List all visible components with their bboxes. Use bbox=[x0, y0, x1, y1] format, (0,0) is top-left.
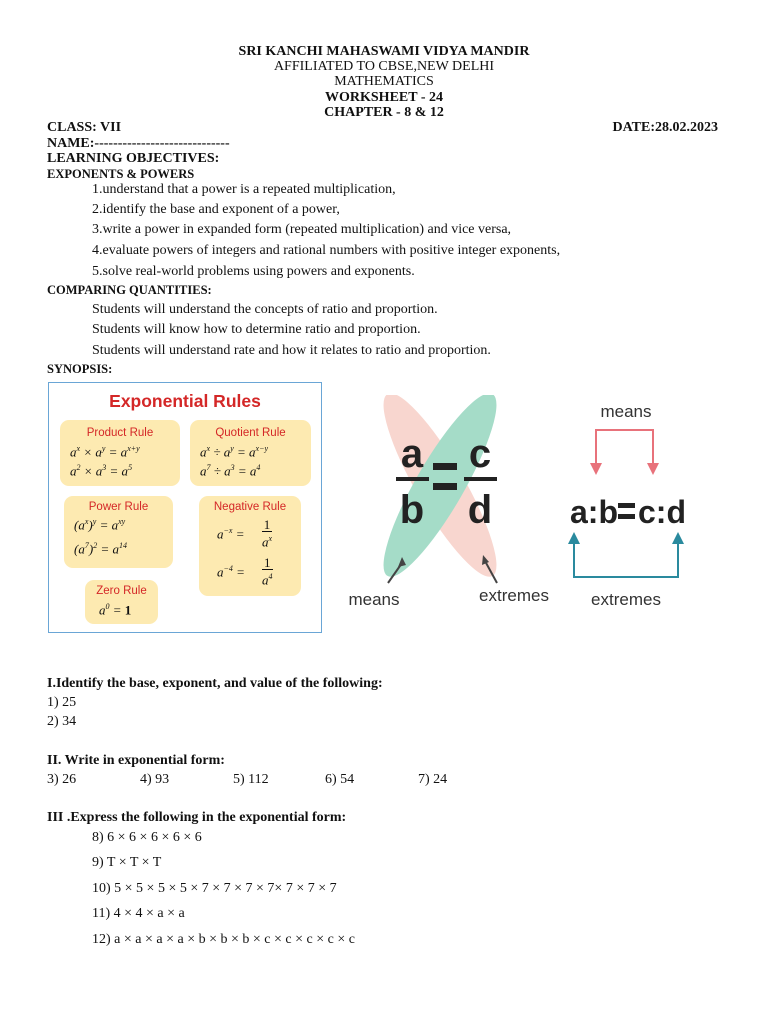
negative-rule-formula-1: $a^{-x}$ = bbox=[217, 526, 245, 542]
ratio-equals-bottom bbox=[618, 514, 635, 519]
extremes-bottom-label: extremes bbox=[591, 590, 661, 609]
question-1-heading: I.Identify the base, exponent, and value of the following: bbox=[47, 676, 383, 691]
objective-item: Students will know how to determine ratio and proportion. bbox=[92, 322, 421, 337]
means-arrow-right bbox=[647, 463, 659, 475]
comparing-quantities-heading: COMPARING QUANTITIES: bbox=[47, 283, 212, 297]
ratio-diagram bbox=[560, 395, 695, 615]
product-rule-formula-1: $a^x \times a^y = a^{x+y}$ bbox=[70, 444, 140, 460]
means-label: means bbox=[348, 590, 400, 609]
question-item: 2) 34 bbox=[47, 714, 77, 729]
power-rule-title: Power Rule bbox=[88, 501, 149, 513]
question-item: 5) 112 bbox=[233, 772, 269, 787]
question-item: 4) 93 bbox=[140, 772, 170, 787]
objective-item: 2.identify the base and exponent of a power, bbox=[92, 202, 340, 217]
school-name: SRI KANCHI MAHASWAMI VIDYA MANDIR bbox=[238, 44, 530, 59]
means-bracket bbox=[596, 430, 653, 465]
objective-item: 1.understand that a power is a repeated multiplication, bbox=[92, 182, 396, 197]
date-label: DATE:28.02.2023 bbox=[612, 120, 718, 135]
negative-rule-title: Negative Rule bbox=[213, 501, 287, 513]
quotient-rule-formula-2: $a^7 \div a^3 = a^4$ bbox=[200, 463, 261, 479]
question-item: 10) 5 × 5 × 5 × 5 × 7 × 7 × 7 × 7× 7 × 7 × 7 bbox=[92, 881, 337, 896]
letter-c: c bbox=[468, 432, 492, 476]
zero-rule-box bbox=[85, 580, 158, 624]
fraction-bar-left bbox=[396, 477, 429, 481]
question-2-heading: II. Write in exponential form: bbox=[47, 753, 225, 768]
means-top-label: means bbox=[600, 402, 652, 421]
extremes-arrow-right bbox=[672, 532, 684, 544]
equals-top bbox=[433, 463, 457, 470]
quotient-rule-title: Quotient Rule bbox=[215, 427, 286, 439]
exponents-heading: EXPONENTS & POWERS bbox=[47, 167, 195, 181]
synopsis-heading: SYNOPSIS: bbox=[47, 362, 113, 376]
quotient-rule-formula-1: $a^x \div a^y = a^{x-y}$ bbox=[200, 444, 269, 460]
objective-item: 3.write a power in expanded form (repeated multiplication) and vice versa, bbox=[92, 222, 512, 237]
power-rule-formula-1: $(a^x)^y = a^{xy}$ bbox=[74, 517, 126, 533]
zero-rule-formula: $a^0 = 1$ bbox=[99, 602, 132, 618]
negative-rule-formula-2: $a^{-4}$ = bbox=[217, 564, 245, 580]
question-item: 9) T × T × T bbox=[92, 855, 162, 870]
ratio-equals-top bbox=[618, 503, 635, 508]
subject: MATHEMATICS bbox=[334, 74, 434, 89]
extremes-bracket bbox=[574, 542, 678, 577]
product-rule-formula-2: $a^2 \times a^3 = a^5$ bbox=[70, 463, 133, 479]
letter-b: b bbox=[399, 488, 425, 532]
worksheet-number: WORKSHEET - 24 bbox=[325, 90, 443, 105]
extremes-arrow-left bbox=[568, 532, 580, 544]
negative-rule-fraction-2: 1 $a^4$ bbox=[262, 555, 273, 588]
question-item: 6) 54 bbox=[325, 772, 355, 787]
negative-rule-box bbox=[199, 496, 301, 596]
means-arrow-left bbox=[590, 463, 602, 475]
letter-d: d bbox=[467, 488, 493, 532]
rules-title: Exponential Rules bbox=[109, 391, 261, 411]
class-label: CLASS: VII bbox=[47, 120, 122, 135]
negative-rule-fraction-1: 1 $a^x$ bbox=[262, 517, 273, 550]
question-3-heading: III .Express the following in the exponential form: bbox=[47, 810, 347, 825]
letter-a: a bbox=[400, 432, 424, 476]
affiliation: AFFILIATED TO CBSE,NEW DELHI bbox=[273, 59, 495, 74]
zero-rule-title: Zero Rule bbox=[96, 585, 147, 597]
question-item: 12) a × a × a × a × b × b × b × c × c × c × c × c bbox=[92, 932, 355, 947]
name-field: NAME:----------------------------- bbox=[47, 136, 230, 151]
product-rule-box bbox=[60, 420, 180, 486]
question-item: 7) 24 bbox=[418, 772, 448, 787]
objective-item: 4.evaluate powers of integers and rational numbers with positive integer exponents, bbox=[92, 243, 561, 258]
proportion-diagram bbox=[340, 395, 555, 615]
chapter: CHAPTER - 8 & 12 bbox=[324, 105, 444, 120]
fraction-bar-right bbox=[464, 477, 497, 481]
product-rule-title: Product Rule bbox=[86, 427, 154, 439]
power-rule-formula-2: $(a^7)^2 = a^{14}$ bbox=[74, 541, 127, 557]
ratio-right: c:d bbox=[638, 494, 686, 530]
objective-item: Students will understand rate and how it relates to ratio and proportion. bbox=[92, 343, 491, 358]
objective-item: Students will understand the concepts of ratio and proportion. bbox=[92, 302, 438, 317]
question-item: 3) 26 bbox=[47, 772, 77, 787]
objective-item: 5.solve real-world problems using powers and exponents. bbox=[92, 264, 415, 279]
question-item: 1) 25 bbox=[47, 695, 77, 710]
question-item: 8) 6 × 6 × 6 × 6 × 6 bbox=[92, 830, 202, 845]
question-item: 11) 4 × 4 × a × a bbox=[92, 906, 185, 921]
exponential-rules-panel bbox=[48, 382, 322, 633]
quotient-rule-box bbox=[190, 420, 311, 486]
power-rule-box bbox=[64, 496, 173, 568]
ratio-left: a:b bbox=[570, 494, 618, 530]
learning-objectives-heading: LEARNING OBJECTIVES: bbox=[47, 151, 220, 166]
equals-bottom bbox=[433, 483, 457, 490]
extremes-label: extremes bbox=[479, 586, 549, 605]
